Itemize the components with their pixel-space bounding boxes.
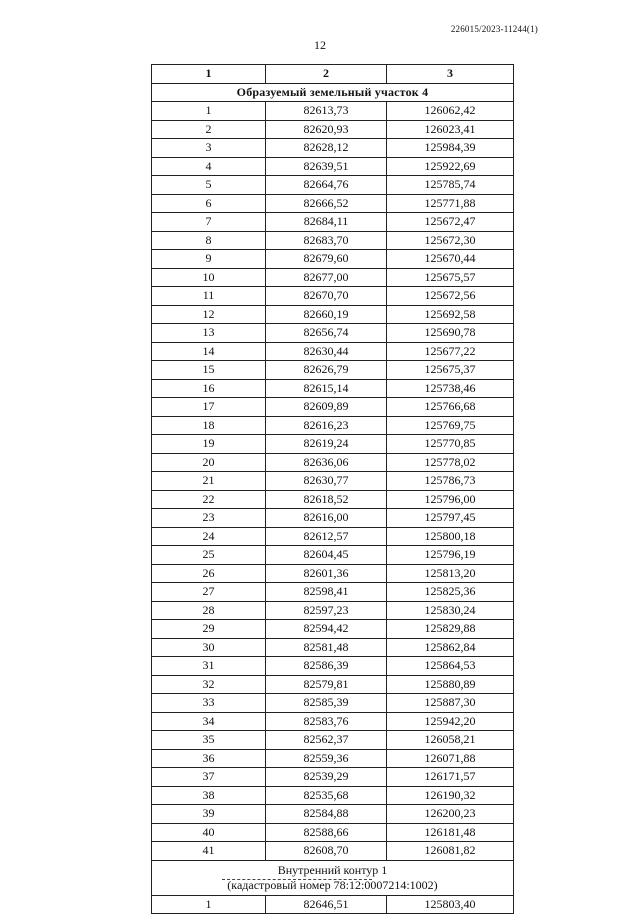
table-row (152, 398, 514, 417)
y-coordinate-cell: 125796,19 (387, 546, 514, 565)
x-coordinate-cell: 82584,88 (266, 805, 387, 824)
y-coordinate-cell: 125675,37 (387, 361, 514, 380)
point-number-cell: 34 (152, 712, 266, 731)
x-coordinate-cell: 82601,36 (266, 564, 387, 583)
x-coordinate-cell: 82612,57 (266, 527, 387, 546)
x-coordinate-cell: 82609,89 (266, 398, 387, 417)
table-row (152, 416, 514, 435)
table-row (152, 638, 514, 657)
table-row (152, 268, 514, 287)
y-coordinate-cell: 126058,21 (387, 731, 514, 750)
x-coordinate-cell: 82588,66 (266, 823, 387, 842)
point-number-cell: 17 (152, 398, 266, 417)
table-row (152, 490, 514, 509)
document-id: 226015/2023-11244(1) (450, 24, 538, 34)
table-row (152, 583, 514, 602)
point-number-cell: 1 (152, 895, 266, 914)
table-row (152, 694, 514, 713)
x-coordinate-cell: 82585,39 (266, 694, 387, 713)
y-coordinate-cell: 126023,41 (387, 120, 514, 139)
point-number-cell: 31 (152, 657, 266, 676)
point-number-cell: 5 (152, 176, 266, 195)
point-number-cell: 12 (152, 305, 266, 324)
x-coordinate-cell: 82626,79 (266, 361, 387, 380)
table-row (152, 895, 514, 914)
x-coordinate-cell: 82679,60 (266, 250, 387, 269)
table-row (152, 842, 514, 861)
x-coordinate-cell: 82579,81 (266, 675, 387, 694)
point-number-cell: 20 (152, 453, 266, 472)
table-row (152, 250, 514, 269)
y-coordinate-cell: 126071,88 (387, 749, 514, 768)
y-coordinate-cell: 126081,82 (387, 842, 514, 861)
table-row (152, 805, 514, 824)
x-coordinate-cell: 82618,52 (266, 490, 387, 509)
y-coordinate-cell: 125800,18 (387, 527, 514, 546)
y-coordinate-cell: 125738,46 (387, 379, 514, 398)
y-coordinate-cell: 126181,48 (387, 823, 514, 842)
table-row (152, 231, 514, 250)
table-row (152, 139, 514, 158)
y-coordinate-cell: 125785,74 (387, 176, 514, 195)
y-coordinate-cell: 125797,45 (387, 509, 514, 528)
point-number-cell: 27 (152, 583, 266, 602)
table-row (152, 435, 514, 454)
point-number-cell: 32 (152, 675, 266, 694)
y-coordinate-cell: 125766,68 (387, 398, 514, 417)
page-number: 12 (314, 38, 326, 52)
y-coordinate-cell: 125769,75 (387, 416, 514, 435)
y-coordinate-cell: 125829,88 (387, 620, 514, 639)
y-coordinate-cell: 125690,78 (387, 324, 514, 343)
contour-cadastral-number: (кадастровый номер 78:12:0007214:1002) (227, 877, 438, 892)
point-number-cell: 21 (152, 472, 266, 491)
x-coordinate-cell: 82594,42 (266, 620, 387, 639)
x-coordinate-cell: 82597,23 (266, 601, 387, 620)
table-row (152, 657, 514, 676)
point-number-cell: 25 (152, 546, 266, 565)
x-coordinate-cell: 82581,48 (266, 638, 387, 657)
x-coordinate-cell: 82620,93 (266, 120, 387, 139)
section-row (152, 83, 514, 102)
point-number-cell: 29 (152, 620, 266, 639)
table-row (152, 675, 514, 694)
y-coordinate-cell: 125922,69 (387, 157, 514, 176)
x-coordinate-cell: 82608,70 (266, 842, 387, 861)
point-number-cell: 2 (152, 120, 266, 139)
table-row (152, 601, 514, 620)
y-coordinate-cell: 125813,20 (387, 564, 514, 583)
table-row (152, 546, 514, 565)
point-number-cell: 1 (152, 102, 266, 121)
x-coordinate-cell: 82559,36 (266, 749, 387, 768)
y-coordinate-cell: 125803,40 (387, 895, 514, 914)
x-coordinate-cell: 82656,74 (266, 324, 387, 343)
y-coordinate-cell: 125862,84 (387, 638, 514, 657)
x-coordinate-cell: 82670,70 (266, 287, 387, 306)
point-number-cell: 23 (152, 509, 266, 528)
x-coordinate-cell: 82666,52 (266, 194, 387, 213)
header-cell-point: 1 (152, 65, 266, 84)
x-coordinate-cell: 82630,77 (266, 472, 387, 491)
x-coordinate-cell: 82613,73 (266, 102, 387, 121)
point-number-cell: 13 (152, 324, 266, 343)
contour-title: Внутренний контур 1 (277, 862, 388, 877)
x-coordinate-cell: 82664,76 (266, 176, 387, 195)
point-number-cell: 41 (152, 842, 266, 861)
point-number-cell: 24 (152, 527, 266, 546)
table-row (152, 287, 514, 306)
y-coordinate-cell: 125672,30 (387, 231, 514, 250)
x-coordinate-cell: 82562,37 (266, 731, 387, 750)
point-number-cell: 4 (152, 157, 266, 176)
table-row (152, 509, 514, 528)
table-row (152, 731, 514, 750)
point-number-cell: 3 (152, 139, 266, 158)
point-number-cell: 37 (152, 768, 266, 787)
table-row (152, 453, 514, 472)
table-row (152, 564, 514, 583)
table-row (152, 213, 514, 232)
table-row (152, 786, 514, 805)
table-row (152, 620, 514, 639)
x-coordinate-cell: 82628,12 (266, 139, 387, 158)
point-number-cell: 19 (152, 435, 266, 454)
section-title: Образуемый земельный участок 4 (152, 83, 514, 102)
point-number-cell: 38 (152, 786, 266, 805)
point-number-cell: 40 (152, 823, 266, 842)
table-row (152, 305, 514, 324)
point-number-cell: 28 (152, 601, 266, 620)
table-row (152, 361, 514, 380)
y-coordinate-cell: 126171,57 (387, 768, 514, 787)
point-number-cell: 16 (152, 379, 266, 398)
y-coordinate-cell: 125675,57 (387, 268, 514, 287)
y-coordinate-cell: 126190,32 (387, 786, 514, 805)
point-number-cell: 6 (152, 194, 266, 213)
y-coordinate-cell: 125771,88 (387, 194, 514, 213)
table-row (152, 324, 514, 343)
table-row (152, 527, 514, 546)
point-number-cell: 18 (152, 416, 266, 435)
y-coordinate-cell: 125825,36 (387, 583, 514, 602)
x-coordinate-cell: 82586,39 (266, 657, 387, 676)
x-coordinate-cell: 82684,11 (266, 213, 387, 232)
point-number-cell: 8 (152, 231, 266, 250)
header-cell-y: 3 (387, 65, 514, 84)
table-row (152, 379, 514, 398)
x-coordinate-cell: 82630,44 (266, 342, 387, 361)
table-row (152, 120, 514, 139)
table-row (152, 749, 514, 768)
point-number-cell: 33 (152, 694, 266, 713)
point-number-cell: 14 (152, 342, 266, 361)
table-row (152, 823, 514, 842)
point-number-cell: 35 (152, 731, 266, 750)
scan-artifact-line (222, 879, 372, 881)
x-coordinate-cell: 82683,70 (266, 231, 387, 250)
table-row (152, 176, 514, 195)
x-coordinate-cell: 82677,00 (266, 268, 387, 287)
point-number-cell: 7 (152, 213, 266, 232)
contour-header-cell (152, 860, 514, 895)
table-row (152, 342, 514, 361)
y-coordinate-cell: 125786,73 (387, 472, 514, 491)
y-coordinate-cell: 126200,23 (387, 805, 514, 824)
x-coordinate-cell: 82615,14 (266, 379, 387, 398)
x-coordinate-cell: 82646,51 (266, 895, 387, 914)
header-row (152, 65, 514, 84)
x-coordinate-cell: 82616,00 (266, 509, 387, 528)
table-row (152, 194, 514, 213)
x-coordinate-cell: 82598,41 (266, 583, 387, 602)
x-coordinate-cell: 82604,45 (266, 546, 387, 565)
y-coordinate-cell: 125942,20 (387, 712, 514, 731)
x-coordinate-cell: 82616,23 (266, 416, 387, 435)
table-row (152, 768, 514, 787)
x-coordinate-cell: 82619,24 (266, 435, 387, 454)
point-number-cell: 36 (152, 749, 266, 768)
point-number-cell: 11 (152, 287, 266, 306)
y-coordinate-cell: 126062,42 (387, 102, 514, 121)
coordinates-table (151, 64, 514, 914)
x-coordinate-cell: 82660,19 (266, 305, 387, 324)
table-row (152, 157, 514, 176)
y-coordinate-cell: 125770,85 (387, 435, 514, 454)
point-number-cell: 15 (152, 361, 266, 380)
y-coordinate-cell: 125864,53 (387, 657, 514, 676)
table-row (152, 102, 514, 121)
y-coordinate-cell: 125796,00 (387, 490, 514, 509)
y-coordinate-cell: 125672,56 (387, 287, 514, 306)
x-coordinate-cell: 82539,29 (266, 768, 387, 787)
point-number-cell: 39 (152, 805, 266, 824)
y-coordinate-cell: 125984,39 (387, 139, 514, 158)
y-coordinate-cell: 125778,02 (387, 453, 514, 472)
point-number-cell: 10 (152, 268, 266, 287)
y-coordinate-cell: 125677,22 (387, 342, 514, 361)
x-coordinate-cell: 82639,51 (266, 157, 387, 176)
y-coordinate-cell: 125670,44 (387, 250, 514, 269)
contour-header-row (152, 860, 514, 895)
table-row (152, 712, 514, 731)
point-number-cell: 30 (152, 638, 266, 657)
y-coordinate-cell: 125672,47 (387, 213, 514, 232)
x-coordinate-cell: 82535,68 (266, 786, 387, 805)
header-cell-x: 2 (266, 65, 387, 84)
x-coordinate-cell: 82583,76 (266, 712, 387, 731)
table-row (152, 472, 514, 491)
x-coordinate-cell: 82636,06 (266, 453, 387, 472)
point-number-cell: 26 (152, 564, 266, 583)
y-coordinate-cell: 125830,24 (387, 601, 514, 620)
y-coordinate-cell: 125692,58 (387, 305, 514, 324)
y-coordinate-cell: 125887,30 (387, 694, 514, 713)
point-number-cell: 9 (152, 250, 266, 269)
y-coordinate-cell: 125880,89 (387, 675, 514, 694)
point-number-cell: 22 (152, 490, 266, 509)
